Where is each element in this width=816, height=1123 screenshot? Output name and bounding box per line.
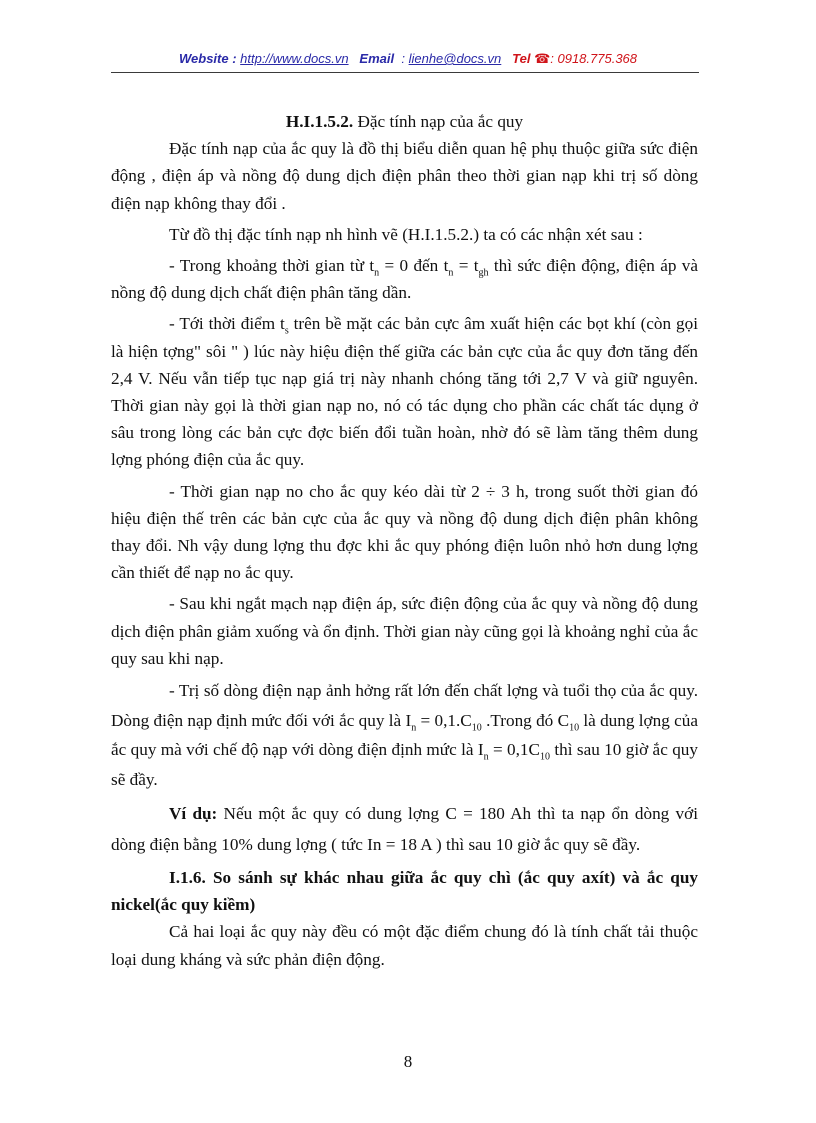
subscript: gh	[478, 267, 489, 279]
section-heading	[111, 108, 698, 135]
paragraph: Từ đồ thị đặc tính nạp nh hình vẽ (H.I.1.5.2.) ta có các nhận xét sau :	[169, 224, 643, 244]
subscript: 10	[471, 722, 482, 733]
paragraph	[111, 676, 698, 794]
tel-label: Tel	[512, 51, 531, 66]
text-run: .Trong đó C	[481, 710, 570, 730]
website-label: Website :	[178, 51, 237, 66]
subscript: s	[284, 325, 289, 337]
text-run: Nếu một ắc quy có dung lợng C = 180 Ah thì ta nạp ổn dòng với dòng điện bằng 10% dung lợng ( tức In = 18 A ) thì sau 10 giờ ắc quy sẽ đầy.	[111, 804, 698, 855]
document-body	[111, 108, 698, 973]
subscript: n	[448, 267, 454, 279]
paragraph	[111, 252, 698, 306]
text-run: - Tới thời điểm t	[169, 314, 285, 334]
subscript: 10	[569, 722, 580, 733]
paragraph: Cả hai loại ắc quy này đều có một đặc điểm chung đó là tính chất tải thuộc loại dung kháng và sức phản điện động.	[111, 922, 698, 969]
page-header	[0, 51, 816, 67]
example-label: Ví dụ:	[169, 804, 218, 824]
subscript: n	[411, 722, 417, 733]
text-run: thì sau 10 giờ ắc quy sẽ đầy.	[111, 740, 698, 789]
text-run: là dung lợng của ắc quy mà với chế độ nạp với dòng điện định mức là I	[111, 710, 698, 760]
text-run: thì sức điện động, điện áp và nồng độ dung dịch chất điện phân tăng dần.	[111, 256, 699, 303]
text-run: = 0,1C	[488, 740, 540, 760]
paragraph	[111, 798, 698, 860]
subscript: n	[374, 267, 380, 279]
header-divider	[111, 72, 699, 73]
website-link[interactable]: http://www.docs.vn	[240, 51, 349, 66]
text-run: - Trong khoảng thời gian từ t	[169, 256, 375, 276]
text-run: = t	[453, 256, 479, 276]
tel-value: : 0918.775.368	[550, 51, 638, 66]
text-run: - Trị số dòng điện nạp ảnh hởng rất lớn đến chất lợng và tuổi thọ của ắc quy. Dòng điện nạp định mức đối với ắc quy là I	[111, 681, 698, 730]
section-number: H.I.1.5.2.	[285, 112, 354, 131]
email-link[interactable]: lienhe@docs.vn	[408, 51, 502, 66]
text-run: = 0 đến t	[379, 256, 449, 276]
paragraph: Đặc tính nạp của ắc quy là đồ thị biểu diễn quan hệ phụ thuộc giữa sức điện động , điện áp và nồng độ dung dịch điện phân theo thời gian nạp khi trị số dòng điện nạp không thay đổi .	[111, 139, 698, 213]
text-run: = 0,1.C	[416, 710, 472, 730]
subsection-heading: I.1.6. So sánh sự khác nhau giữa ắc quy chì (ắc quy axít) và ắc quy nickel(ắc quy kiềm)	[111, 868, 698, 915]
subscript: 10	[540, 751, 550, 763]
subscript: n	[483, 751, 489, 763]
email-label: Email	[359, 51, 395, 66]
email-separator: :	[401, 51, 405, 66]
section-title: Đặc tính nạp của ắc quy	[353, 112, 524, 131]
text-run: trên bề mặt các bản cực âm xuất hiện các bọt khí (còn gọi là hiện tợng" sôi " ) lúc này hiệu điện thế giữa các bản cực của ắc quy đơn tăng đến 2,4 V. Nếu vẫn tiếp tục nạp giá trị này nhanh chóng tăng tới 2,7 V và giữ nguyên. Thời gian này gọi là thời gian nạp no, nó có tác dụng cho phần các chất tác dụng ở sâu trong lòng các bản cực đợc biến đổi tuần hoàn, nhờ đó sẽ làm tăng thêm dung lợng phóng điện của ắc quy.	[111, 314, 698, 470]
paragraph: - Sau khi ngắt mạch nạp điện áp, sức điện động của ắc quy và nồng độ dung dịch điện phân giảm xuống và ổn định. Thời gian này cũng gọi là khoảng nghỉ của ắc quy sau khi nạp.	[111, 594, 698, 668]
page-number: 8	[403, 1052, 413, 1071]
paragraph	[111, 310, 698, 473]
paragraph: - Thời gian nạp no cho ắc quy kéo dài từ 2 ÷ 3 h, trong suốt thời gian đó hiệu điện thế trên các bản cực của ắc quy và nồng độ dung dịch điện phân không thay đổi. Nh vậy dung lợng thu đợc khi ắc quy phóng điện luôn nhỏ hơn dung lợng cần thiết để nạp no ắc quy.	[111, 481, 698, 583]
phone-icon: ☎	[534, 51, 551, 66]
